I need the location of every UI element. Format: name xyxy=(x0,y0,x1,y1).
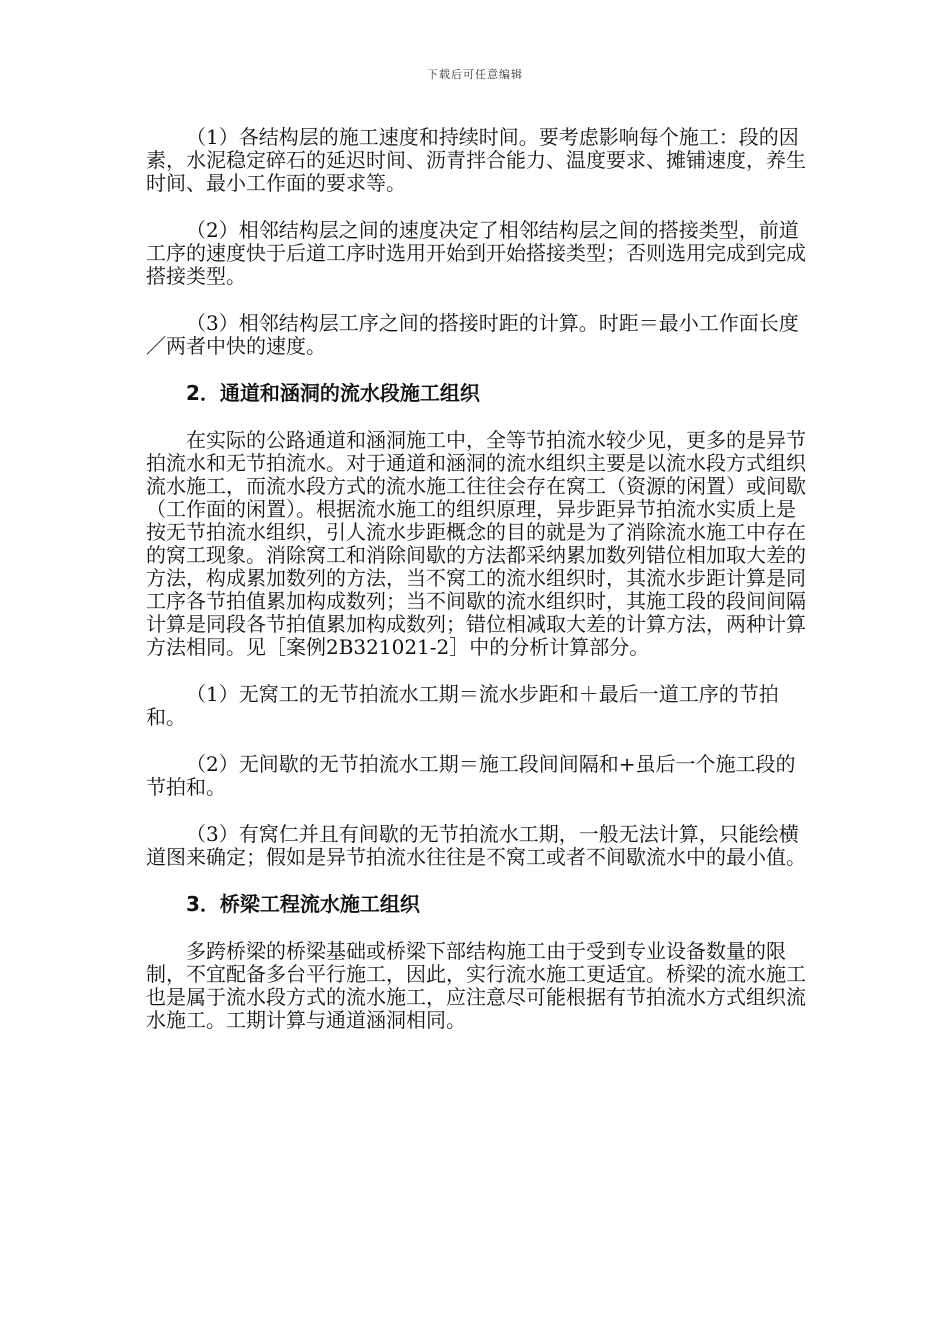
paragraph-construction-speed: （1）各结构层的施工速度和持续时间。要考虑影响每个施工：段的因素，水泥稳定碎石的延迟时间、沥青拌合能力、温度要求、摊铺速度，养生时间、最小工作面的要求等。 xyxy=(146,125,806,195)
paragraph-overlap-type: （2）相邻结构层之间的速度决定了相邻结构层之间的搭接类型，前道工序的速度快于后道工序时选用开始到开始搭接类型；否则选用完成到完成搭接类型。 xyxy=(146,218,806,288)
header-note: 下载后可任意编辑 xyxy=(427,68,523,81)
document-body xyxy=(146,126,812,1032)
paragraph-no-interval-duration: （2）无间歇的无节拍流水工期＝施工段间间隔和+虽后一个施工段的节拍和。 xyxy=(146,752,796,799)
paragraph-mixed-duration: （3）有窝仁并且有间歇的无节拍流水工期，一般无法计算，只能绘横道图来确定；假如是异节拍流水往往是不窝工或者不间歇流水中的最小值。 xyxy=(146,822,806,869)
paragraph-culvert-body: 在实际的公路通道和涵洞施工中，全等节拍流水较少见，更多的是异节拍流水和无节拍流水。对于通道和涵洞的流水组织主要是以流水段方式组织流水施工，而流水段方式的流水施工往往会存在窝工（资源的闲置）或间歇（工作面的闲置）。根据流水施工的组织原理，异步距异节拍流水实质上是按无节拍流水组织，引人流水步距概念的目的就是为了消除流水施工中存在的窝工现象。消除窝工和消除间歇的方法都采纳累加数列错位相加取大差的方法，构成累加数列的方法，当不窝工的流水组织时，其流水步距计算是同工序各节拍值累加构成数列；当不间歇的流水组织时，其施工段的段间间隔计算是同段各节拍值累加构成数列；错位相减取大差的计算方法，两种计算方法相同。见［案例2B321021-2］中的分析计算部分。 xyxy=(146,428,806,659)
section-heading-bridge-flow: 3．桥梁工程流水施工组织 xyxy=(186,892,420,916)
paragraph-bridge-body: 多跨桥梁的桥梁基础或桥梁下部结构施工由于受到专业设备数量的限制，不宜配备多台平行施工，因此，实行流水施工更适宜。桥梁的流水施工也是属于流水段方式的流水施工，应注意尽可能根据有节拍流水方式组织流水施工。工期计算与通道涵洞相同。 xyxy=(146,939,806,1032)
section-heading-culvert-flow: 2．通道和涵洞的流水段施工组织 xyxy=(186,381,480,405)
paragraph-overlap-interval: （3）相邻结构层工序之间的搭接时距的计算。时距＝最小工作面长度／两者中快的速度。 xyxy=(146,311,799,358)
paragraph-no-idle-duration: （1）无窝工的无节拍流水工期＝流水步距和＋最后一道工序的节拍和。 xyxy=(146,682,779,729)
